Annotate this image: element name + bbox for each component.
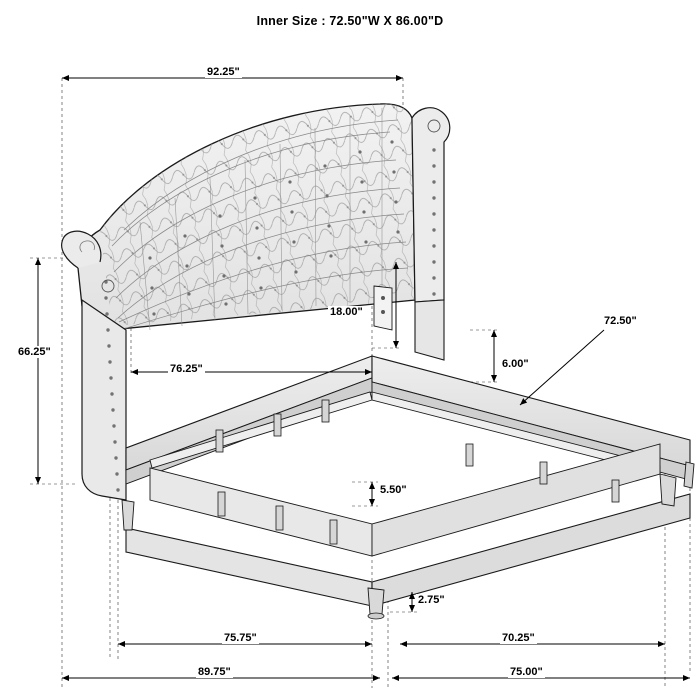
dim-base-right-span: 75.00" [510,666,543,678]
dim-mattress-width-callout: 72.50" [604,315,637,327]
dim-bottom-left-span: 75.75" [224,632,257,644]
dim-base-left-span: 89.75" [198,666,231,678]
dim-overall-height: 66.25" [18,346,51,358]
dim-rail-height: 6.00" [502,358,529,370]
dim-leg-height: 2.75" [418,594,445,606]
dim-bottom-right-span: 70.25" [502,632,535,644]
dim-slat-height: 5.50" [380,484,407,496]
dim-top-width: 92.25" [207,66,240,78]
dim-headboard-inner-width: 76.25" [170,363,203,375]
page-title: Inner Size : 72.50"W X 86.00"D [256,14,444,28]
dim-headboard-to-rail: 18.00" [330,306,363,318]
